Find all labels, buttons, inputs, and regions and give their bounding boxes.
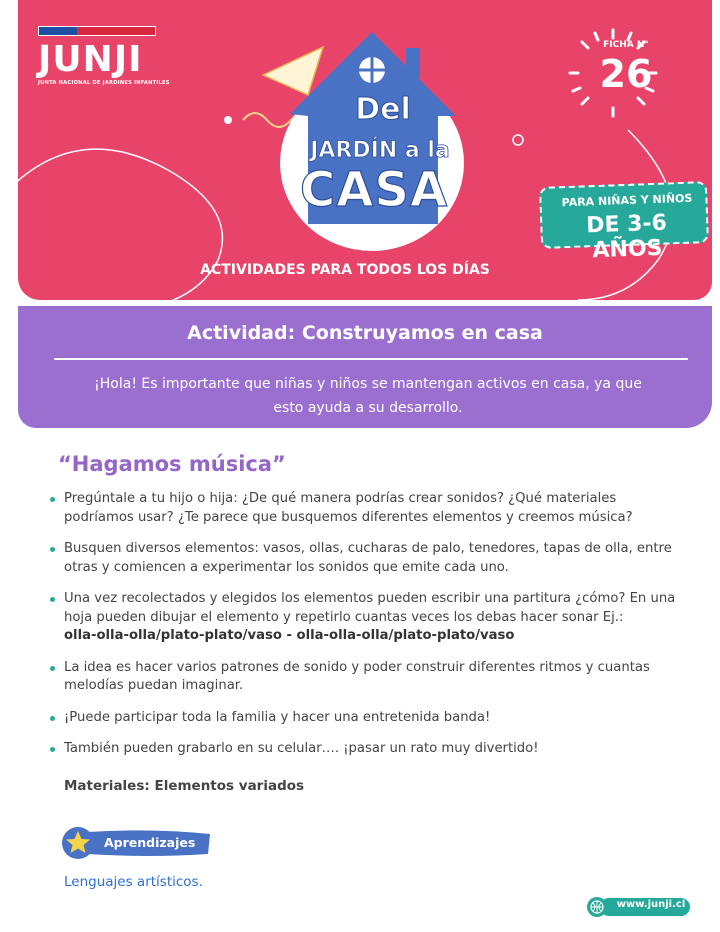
activity-intro: ¡Hola! Es importante que niñas y niños se mantengan activos en casa, ya que esto ayuda a su desarrollo. [94,376,642,416]
example-pattern: olla-olla-olla/plato-plato/vaso - olla-olla-olla/plato-plato/vaso [64,628,515,643]
logo-subtitle: JUNTA NACIONAL DE JARDINES INFANTILES [38,80,170,86]
bullet-icon [50,497,55,502]
activity-banner [18,306,712,428]
ficha-number: 26 [599,52,653,96]
flag-icon [38,26,156,36]
aprendizajes-label: Aprendizajes [104,835,196,850]
list-item: También pueden grabarlo en su celular…. ¡pasar un rato muy divertido! [48,740,688,759]
bullet-icon [50,747,55,752]
title-line-2: JARDÍN a la [310,138,450,163]
activity-title: Actividad: Construyamos en casa [187,322,543,344]
instruction-list [48,490,688,772]
bullet-icon [50,597,55,602]
list-item: Busquen diversos elementos: vasos, ollas, cucharas de palo, tenedores, tapas de olla, entre otras y comiencen a experimentar los sonidos que emite cada uno. [48,540,688,577]
materials-note: Materiales: Elementos variados [64,778,305,794]
junji-logo [38,26,170,86]
list-item: La idea es hacer varios patrones de sonido y poder construir diferentes ritmos y cuantas melodías puedan imaginar. [48,659,688,696]
age-line-2: DE 3-6 AÑOS [585,210,668,264]
list-item: ¡Puede participar toda la familia y hacer una entretenida banda! [48,709,688,728]
title-line-3: CASA [300,162,449,218]
list-item: Una vez recolectados y elegidos los elementos pueden escribir una partitura ¿cómo? En una hoja pueden dibujar el elemento y repetirlo cuantas veces los debas hacer sonar Ej.: olla-olla-olla/plato-plato/vaso - olla-olla-olla/plato-plato/vaso [48,590,688,646]
section-heading: “Hagamos música” [58,452,286,476]
bullet-icon [50,547,55,552]
aprendizajes-value: Lenguajes artísticos. [64,874,203,890]
ficha-label: FICHA N° [603,40,649,50]
logo-word: JUNJI [38,39,143,80]
bullet-icon [50,666,55,671]
divider [54,358,688,360]
list-item: Pregúntale a tu hijo o hija: ¿De qué manera podrías crear sonidos? ¿Qué materiales podríamos usar? ¿Te parece que busquemos diferentes elementos y creemos música? [48,490,688,527]
header-subtitle: ACTIVIDADES PARA TODOS LOS DÍAS [200,262,490,278]
bullet-icon [50,716,55,721]
title-line-1: Del [355,92,411,127]
website-link[interactable]: www.junji.cl [616,899,686,910]
age-line-1: PARA NIÑAS Y NIÑOS [561,191,693,210]
